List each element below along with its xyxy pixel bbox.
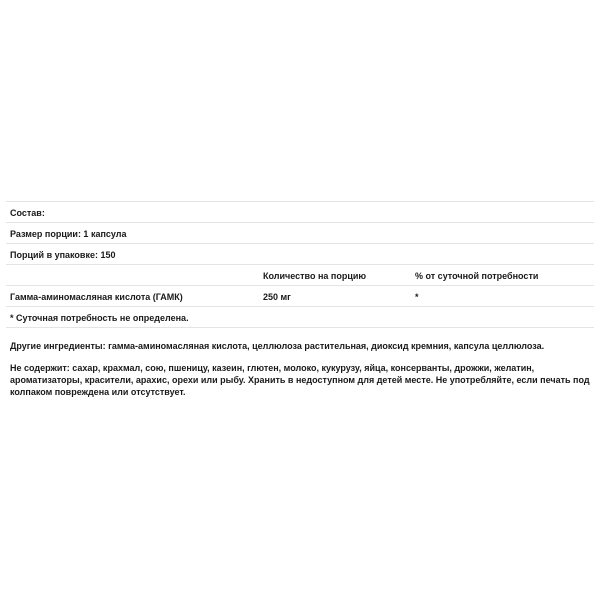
supplement-facts-table xyxy=(6,201,594,328)
does-not-contain: Не содержит: сахар, крахмал, сою, пшеницу, казеин, глютен, молоко, кукурузу, яйца, консерванты, дрожжи, желатин, ароматизаторы, красители, арахис, орехи или рыбу. Хранить в недоступном для детей месте. Не употребляйте, если печать под колпаком повреждена или отсутствует. xyxy=(10,363,590,397)
composition-label: Состав: xyxy=(10,208,45,218)
servings-row xyxy=(6,243,594,264)
footnote: * Суточная потребность не определена. xyxy=(10,313,189,323)
ingredient-name: Гамма-аминомасляная кислота (ГАМК) xyxy=(10,292,183,302)
serving-size: Размер порции: 1 капсула xyxy=(10,229,127,239)
table-row xyxy=(6,285,594,306)
header-row xyxy=(6,264,594,285)
footnote-row xyxy=(6,306,594,328)
ingredient-daily-value: * xyxy=(415,292,419,302)
serving-size-row xyxy=(6,222,594,243)
composition-row xyxy=(6,201,594,222)
ingredient-amount: 250 мг xyxy=(263,292,291,302)
other-ingredients: Другие ингредиенты: гамма-аминомасляная кислота, целлюлоза растительная, диоксид кремния, капсула целлюлоза. xyxy=(10,341,545,351)
daily-value-header: % от суточной потребности xyxy=(415,271,539,281)
amount-header: Количество на порцию xyxy=(263,271,367,281)
servings-per-container: Порций в упаковке: 150 xyxy=(10,250,116,260)
